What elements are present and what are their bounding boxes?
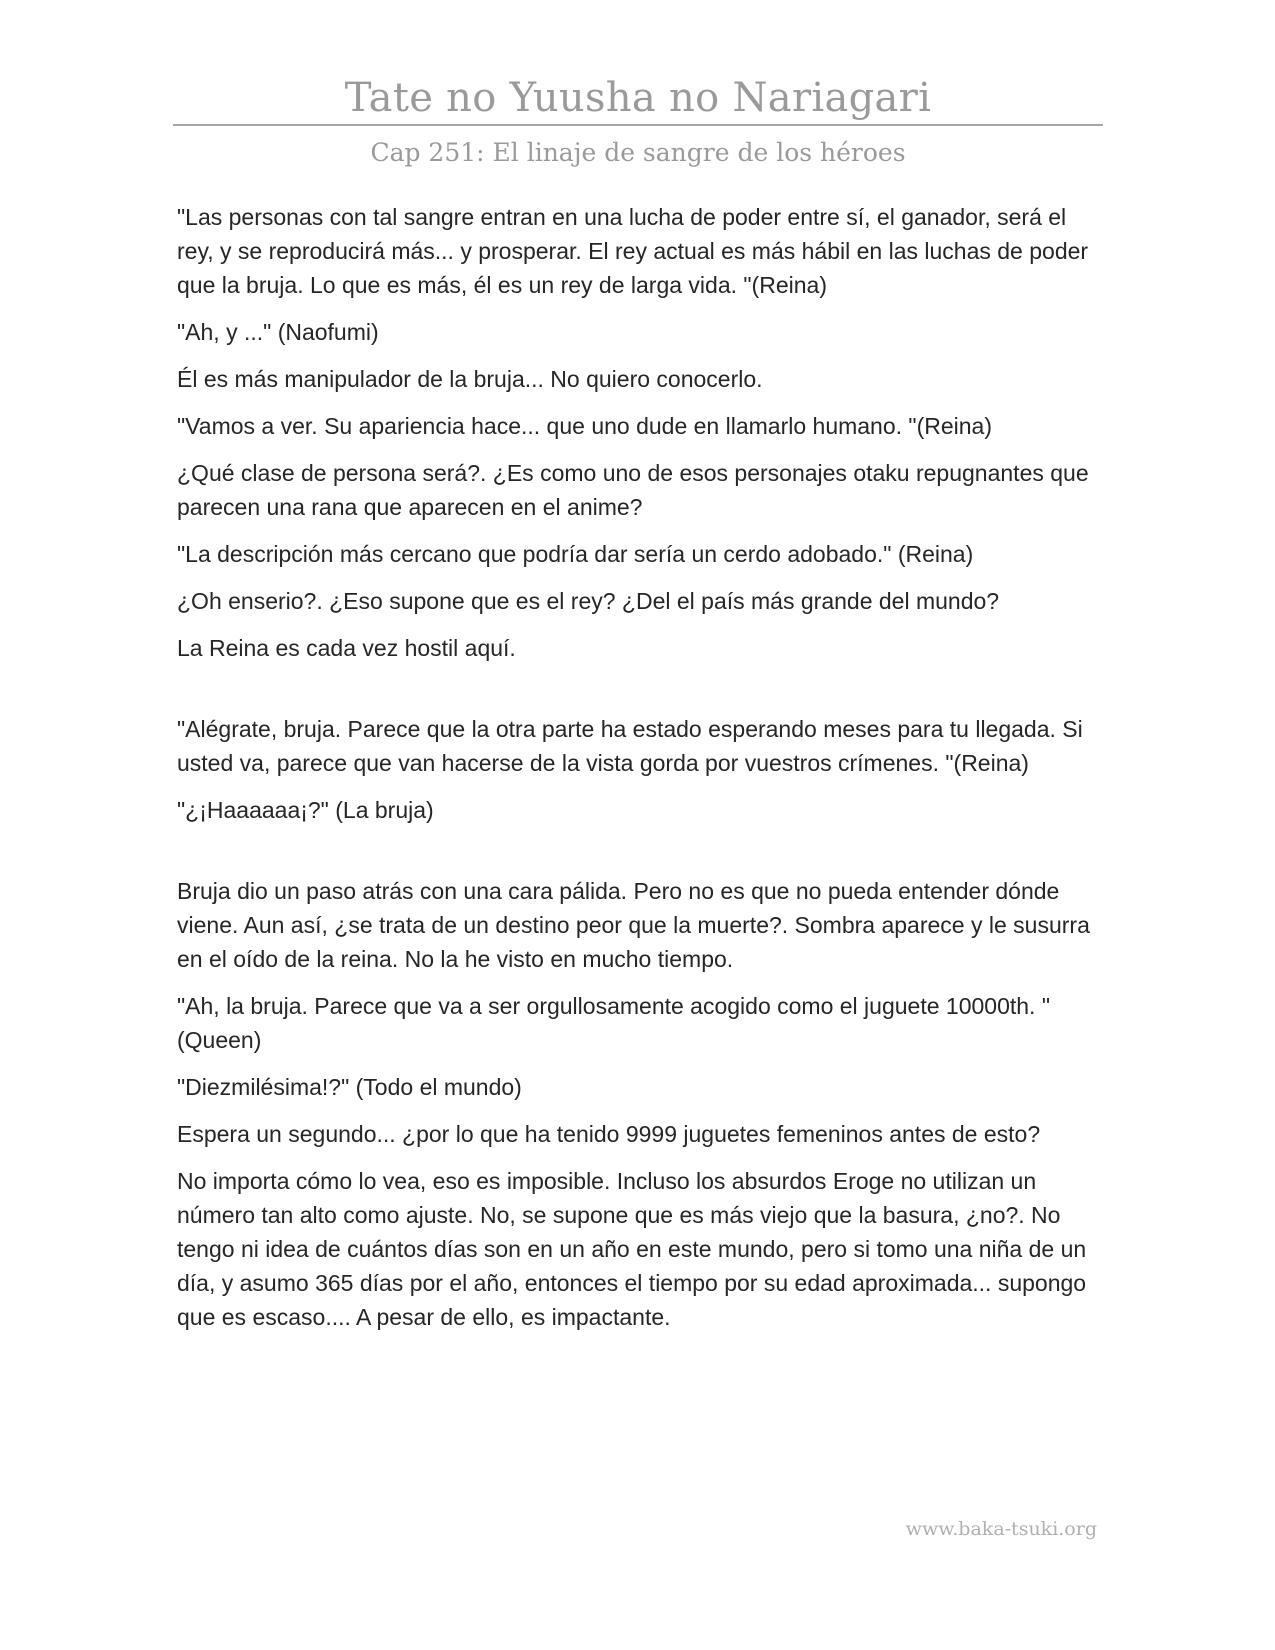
paragraph: La Reina es cada vez hostil aquí. bbox=[177, 635, 516, 661]
chapter-text bbox=[177, 200, 1097, 1347]
paragraph: Espera un segundo... ¿por lo que ha tenido 9999 juguetes femeninos antes de esto? bbox=[177, 1121, 1041, 1147]
title-divider bbox=[173, 124, 1103, 126]
paragraph: "Diezmilésima!?" (Todo el mundo) bbox=[177, 1074, 522, 1100]
paragraph: "Alégrate, bruja. Parece que la otra parte ha estado esperando meses para tu llegada. Si usted va, parece que van hacerse de la vista gorda por vuestros crímenes. "(Reina) bbox=[177, 716, 1083, 776]
paragraph: No importa cómo lo vea, eso es imposible. Incluso los absurdos Eroge no utilizan un número tan alto como ajuste. No, se supone que es más viejo que la basura, ¿no?. No tengo ni idea de cuántos días son en un año en este mundo, pero si tomo una niña de un día, y asumo 365 días por el año, entonces el tiempo por su edad aproximada... supongo que es escaso.... A pesar de ello, es impactante. bbox=[177, 1168, 1087, 1330]
chapter-subtitle: Cap 251: El linaje de sangre de los héroes bbox=[370, 138, 906, 167]
page-header bbox=[173, 72, 1103, 170]
document-title: Tate no Yuusha no Nariagari bbox=[344, 75, 932, 121]
paragraph: Él es más manipulador de la bruja... No quiero conocerlo. bbox=[177, 366, 763, 392]
paragraph: ¿Qué clase de persona será?. ¿Es como uno de esos personajes otaku repugnantes que parecen una rana que aparecen en el anime? bbox=[177, 460, 1089, 520]
paragraph: "Las personas con tal sangre entran en una lucha de poder entre sí, el ganador, será el rey, y se reproducirá más... y prosperar. El rey actual es más hábil en las luchas de poder que la bruja. Lo que es más, él es un rey de larga vida. "(Reina) bbox=[177, 204, 1089, 298]
paragraph: Bruja dio un paso atrás con una cara pálida. Pero no es que no pueda entender dónde viene. Aun así, ¿se trata de un destino peor que la muerte?. Sombra aparece y le susurra en el oído de la reina. No la he visto en mucho tiempo. bbox=[177, 878, 1090, 972]
paragraph: "¿¡Haaaaaa¡?" (La bruja) bbox=[177, 797, 434, 823]
paragraph: "Ah, la bruja. Parece que va a ser orgullosamente acogido como el juguete 10000th. "(Queen) bbox=[177, 993, 1050, 1053]
site-footer: www.baka-tsuki.org bbox=[905, 1518, 1097, 1540]
paragraph: ¿Oh enserio?. ¿Eso supone que es el rey? ¿Del el país más grande del mundo? bbox=[177, 588, 1000, 614]
paragraph: "La descripción más cercano que podría dar sería un cerdo adobado." (Reina) bbox=[177, 541, 974, 567]
paragraph: "Vamos a ver. Su apariencia hace... que uno dude en llamarlo humano. "(Reina) bbox=[177, 413, 992, 439]
paragraph: "Ah, y ..." (Naofumi) bbox=[177, 319, 379, 345]
